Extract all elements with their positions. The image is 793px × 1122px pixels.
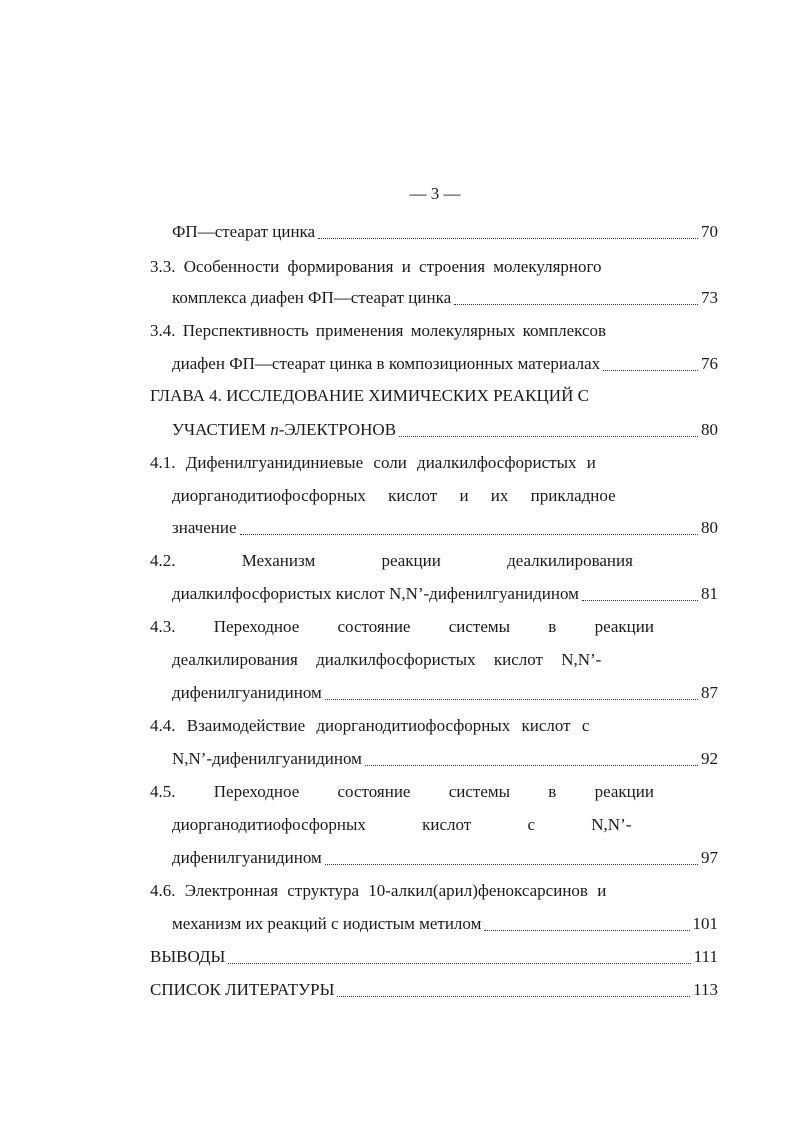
toc-entry-text: диалкилфосфористых кислот N,N’-дифенилгуанидином	[172, 584, 579, 603]
toc-entry-text: N,N’-дифенилгуанидином	[172, 749, 362, 768]
toc-entry	[150, 255, 660, 279]
toc-entry-text: 4.2. Механизм реакции деалкилирования	[150, 551, 633, 570]
toc-entry-text: диорганодитиофосфорных кислот и их прикладное	[172, 486, 616, 505]
toc-entry	[150, 714, 660, 738]
toc-entry	[172, 648, 662, 672]
toc-page-number: 111	[693, 947, 718, 966]
toc-entry-text: диорганодитиофосфорных кислот с N,N’-	[172, 815, 632, 834]
toc-page-number: 73	[701, 288, 718, 307]
toc-entry	[172, 912, 718, 936]
toc-entry-text: ВЫВОДЫ	[150, 947, 226, 966]
toc-entry-text: ФП—стеарат цинка	[172, 222, 316, 241]
toc-entry-text: значение	[172, 518, 237, 537]
toc-entry	[172, 484, 662, 508]
toc-entry	[172, 813, 662, 837]
toc-entry	[172, 846, 718, 870]
toc-entry	[172, 747, 718, 771]
toc-entry-text: деалкилирования диалкилфосфористых кислот N,N’-	[172, 650, 602, 669]
toc-page-number: 113	[693, 980, 718, 999]
toc-page-number: 80	[701, 420, 718, 439]
toc-entry-text: диафен ФП—стеарат цинка в композиционных материалах	[172, 354, 601, 373]
toc-entry	[150, 615, 660, 639]
dot-leader	[240, 534, 698, 535]
toc-entry-text: 4.3. Переходное состояние системы в реакции	[150, 617, 654, 636]
toc-page-number: 101	[692, 914, 718, 933]
toc-page-number: 80	[701, 518, 718, 537]
dot-leader	[399, 436, 698, 437]
toc-entry	[172, 286, 718, 310]
toc-entry-text: УЧАСТИЕМ n-ЭЛЕКТРОНОВ	[172, 420, 397, 439]
toc-page-number: 92	[701, 749, 718, 768]
toc-entry-text: ГЛАВА 4. ИССЛЕДОВАНИЕ ХИМИЧЕСКИХ РЕАКЦИЙ С	[150, 386, 589, 405]
toc-entry-text: механизм их реакций с иодистым метилом	[172, 914, 482, 933]
toc-entry-text: 4.4. Взаимодействие диорганодитиофосфорных кислот с	[150, 716, 590, 735]
toc-entry	[172, 418, 718, 442]
toc-entry-text: комплекса диафен ФП—стеарат цинка	[172, 288, 452, 307]
toc-entry	[150, 780, 660, 804]
toc-entry-text: 4.1. Дифенилгуанидиниевые соли диалкилфосфористых и	[150, 453, 596, 472]
toc-page-number: 97	[701, 848, 718, 867]
dot-leader	[325, 864, 698, 865]
toc-page-number: 76	[701, 354, 718, 373]
toc-entry	[150, 549, 660, 573]
toc-entry	[172, 352, 718, 376]
toc-entry-text: СПИСОК ЛИТЕРАТУРЫ	[150, 980, 335, 999]
dot-leader	[325, 699, 698, 700]
dot-leader	[318, 238, 698, 239]
dot-leader	[484, 930, 689, 931]
toc-entry	[172, 516, 718, 540]
page-number: — 3 —	[409, 184, 461, 203]
dot-leader	[454, 304, 698, 305]
toc-entry	[150, 451, 660, 475]
toc-entry	[172, 582, 718, 606]
toc-entry-text: 3.3. Особенности формирования и строения молекулярного	[150, 257, 602, 276]
toc-page-number: 87	[701, 683, 718, 702]
toc-entry	[172, 681, 718, 705]
toc-entry	[172, 220, 718, 244]
dot-leader	[582, 600, 698, 601]
toc-entry-text: дифенилгуанидином	[172, 683, 322, 702]
dot-leader	[603, 370, 698, 371]
toc-entry-text: 4.6. Электронная структура 10-алкил(арил)феноксарсинов и	[150, 881, 607, 900]
toc-page-number: 70	[701, 222, 718, 241]
toc-entry-text: дифенилгуанидином	[172, 848, 322, 867]
toc-entry-text: 3.4. Перспективность применения молекулярных комплексов	[150, 321, 607, 340]
chapter-heading	[150, 384, 660, 408]
toc-entry	[150, 945, 718, 969]
toc-entry-text: 4.5. Переходное состояние системы в реакции	[150, 782, 654, 801]
toc-entry	[150, 978, 718, 1002]
toc-page-number: 81	[701, 584, 718, 603]
dot-leader	[365, 765, 698, 766]
dot-leader	[228, 963, 690, 964]
toc-entry	[150, 879, 660, 903]
toc-entry	[150, 319, 660, 343]
dot-leader	[337, 996, 690, 997]
